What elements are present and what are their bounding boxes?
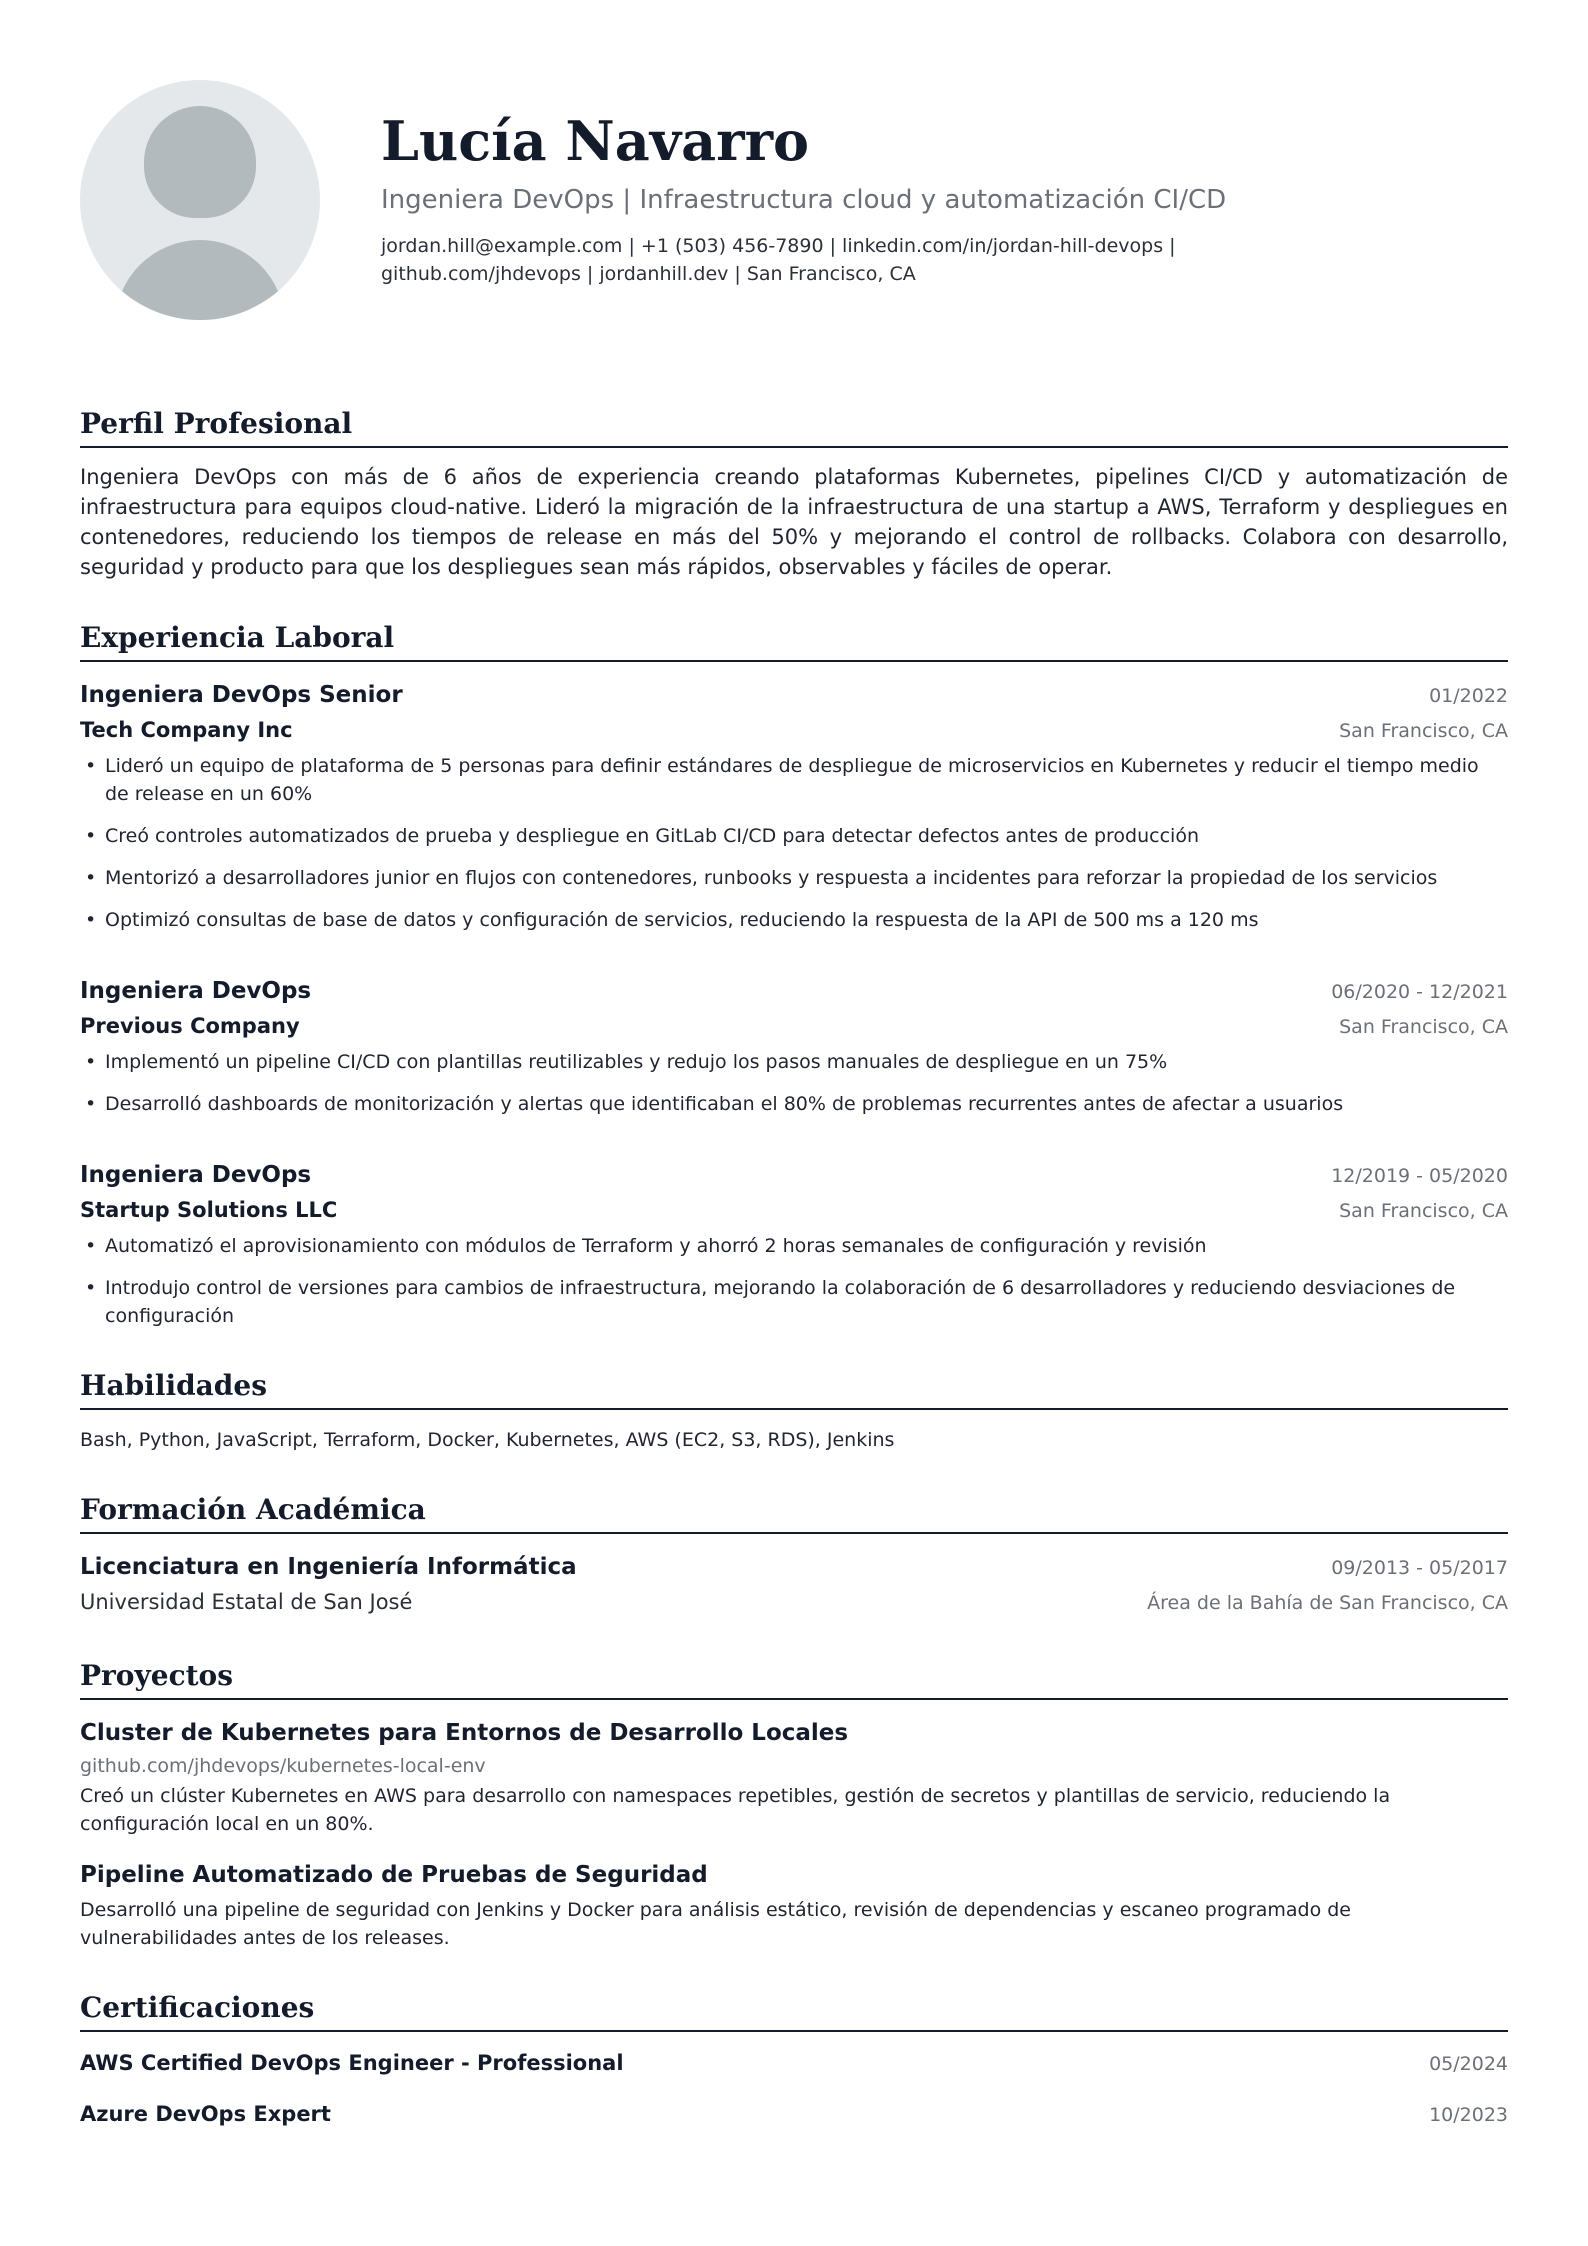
education-degree: Licenciatura en Ingeniería Informática bbox=[80, 1554, 577, 1580]
job-company: Tech Company Inc bbox=[80, 718, 293, 742]
resume-header bbox=[80, 0, 1508, 360]
project-link[interactable]: github.com/jhdevops/kubernetes-local-env bbox=[80, 1755, 486, 1777]
job-role: Ingeniera DevOps Senior bbox=[80, 682, 403, 708]
education-school: Universidad Estatal de San José bbox=[80, 1590, 413, 1614]
list-item: • Lideró un equipo de plataforma de 5 personas para definir estándares de despliegue de microservicios en Kubernetes y reducir el tiempo medio de release en un 60% bbox=[105, 752, 1508, 808]
candidate-headline: Ingeniera DevOps | Infraestructura cloud y automatización CI/CD bbox=[381, 185, 1227, 215]
experience-section bbox=[80, 618, 1508, 1330]
candidate-name: Lucía Navarro bbox=[381, 109, 810, 173]
job-company: Previous Company bbox=[80, 1014, 300, 1038]
job-entry bbox=[80, 678, 1508, 934]
section-title-education: Formación Académica bbox=[80, 1490, 1508, 1534]
section-title-projects: Proyectos bbox=[80, 1656, 1508, 1700]
section-title-summary: Perfil Profesional bbox=[80, 404, 1508, 448]
certification-date: 10/2023 bbox=[1429, 2104, 1508, 2126]
summary-section bbox=[80, 404, 1508, 582]
list-item: • Automatizó el aprovisionamiento con módulos de Terraform y ahorró 2 horas semanales de configuración y revisión bbox=[105, 1232, 1508, 1260]
certification-row bbox=[80, 2046, 1508, 2081]
project-name: Pipeline Automatizado de Pruebas de Seguridad bbox=[80, 1862, 708, 1888]
summary-text: Ingeniera DevOps con más de 6 años de experiencia creando plataformas Kubernetes, pipelines CI/CD y automatización de infraestructura para equipos cloud-native. Lideró la migración de la infraestructura de una startup a AWS, Terraform y despliegues en contenedores, reduciendo los tiempos de release en más del 50% y mejorando el control de rollbacks. Colabora con desarrollo, seguridad y producto para que los despliegues sean más rápidos, observables y fáciles de operar. bbox=[80, 465, 1508, 579]
certifications-section bbox=[80, 1988, 1508, 2132]
job-location: San Francisco, CA bbox=[1339, 1200, 1508, 1222]
job-company: Startup Solutions LLC bbox=[80, 1198, 338, 1222]
list-item: • Implementó un pipeline CI/CD con plantillas reutilizables y redujo los pasos manuales de despliegue en un 75% bbox=[105, 1048, 1508, 1076]
job-date: 12/2019 - 05/2020 bbox=[1331, 1165, 1508, 1187]
list-item: • Optimizó consultas de base de datos y configuración de servicios, reduciendo la respuesta de la API de 500 ms a 120 ms bbox=[105, 906, 1508, 934]
list-item: • Introdujo control de versiones para cambios de infraestructura, mejorando la colaboración de 6 desarrolladores y reduciendo desviaciones de configuración bbox=[105, 1274, 1508, 1330]
job-entry bbox=[80, 1158, 1508, 1330]
skills-section bbox=[80, 1366, 1508, 1454]
project-name: Cluster de Kubernetes para Entornos de Desarrollo Locales bbox=[80, 1720, 849, 1746]
project-entry bbox=[80, 1858, 1508, 1952]
job-entry bbox=[80, 974, 1508, 1118]
job-bullets bbox=[80, 1232, 1508, 1330]
list-item: • Creó controles automatizados de prueba y despliegue en GitLab CI/CD para detectar defectos antes de producción bbox=[105, 822, 1508, 850]
job-location: San Francisco, CA bbox=[1339, 1016, 1508, 1038]
project-entry bbox=[80, 1716, 1508, 1838]
job-bullets bbox=[80, 752, 1508, 934]
project-description: Desarrolló una pipeline de seguridad con Jenkins y Docker para análisis estático, revisión de dependencias y escaneo programado de vulnerabilidades antes de los releases. bbox=[80, 1899, 1351, 1949]
header-text bbox=[381, 106, 1381, 288]
certification-row bbox=[80, 2097, 1508, 2132]
section-title-skills: Habilidades bbox=[80, 1366, 1508, 1410]
certification-name: AWS Certified DevOps Engineer - Professional bbox=[80, 2051, 624, 2075]
section-title-certifications: Certificaciones bbox=[80, 1988, 1508, 2032]
job-date: 01/2022 bbox=[1429, 685, 1508, 707]
job-location: San Francisco, CA bbox=[1339, 720, 1508, 742]
projects-section bbox=[80, 1656, 1508, 1952]
certification-name: Azure DevOps Expert bbox=[80, 2102, 331, 2126]
avatar-placeholder-icon bbox=[80, 80, 320, 320]
list-item: • Desarrolló dashboards de monitorización y alertas que identificaban el 80% de problemas recurrentes antes de afectar a usuarios bbox=[105, 1090, 1508, 1118]
job-bullets bbox=[80, 1048, 1508, 1118]
project-description: Creó un clúster Kubernetes en AWS para desarrollo con namespaces repetibles, gestión de secretos y plantillas de servicio, reduciendo la configuración local en un 80%. bbox=[80, 1785, 1391, 1835]
education-section bbox=[80, 1490, 1508, 1620]
job-role: Ingeniera DevOps bbox=[80, 1162, 312, 1188]
job-date: 06/2020 - 12/2021 bbox=[1331, 981, 1508, 1003]
section-title-experience: Experiencia Laboral bbox=[80, 618, 1508, 662]
list-item: • Mentorizó a desarrolladores junior en flujos con contenedores, runbooks y respuesta a incidentes para reforzar la propiedad de los servicios bbox=[105, 864, 1508, 892]
contact-info: jordan.hill@example.com | +1 (503) 456-7890 | linkedin.com/in/jordan-hill-devops | github.com/jhdevops | jordanhill.dev | San Francisco, CA bbox=[381, 235, 1176, 285]
certification-date: 05/2024 bbox=[1429, 2053, 1508, 2075]
job-role: Ingeniera DevOps bbox=[80, 978, 312, 1004]
education-date: 09/2013 - 05/2017 bbox=[1331, 1557, 1508, 1579]
skills-text: Bash, Python, JavaScript, Terraform, Docker, Kubernetes, AWS (EC2, S3, RDS), Jenkins bbox=[80, 1429, 895, 1451]
education-location: Área de la Bahía de San Francisco, CA bbox=[1147, 1592, 1508, 1614]
